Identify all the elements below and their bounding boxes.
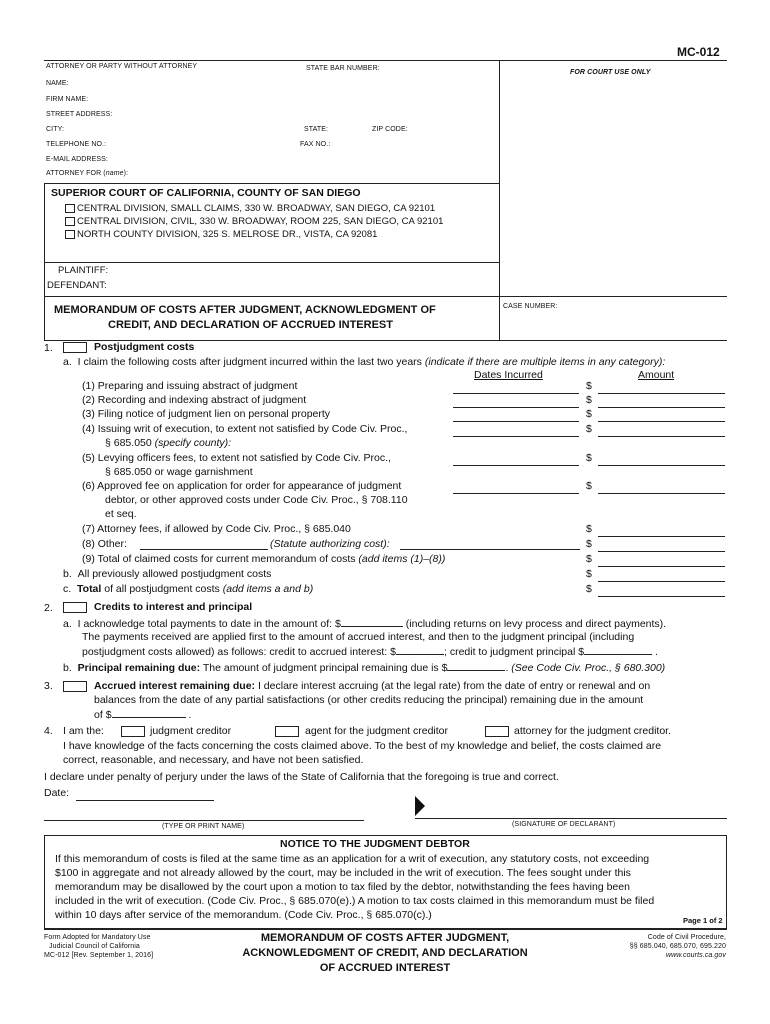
s2b-label: b. xyxy=(63,662,72,674)
state-label[interactable]: STATE: xyxy=(304,126,329,133)
date-field-5[interactable] xyxy=(453,465,579,466)
s2a-line2: The payments received are applied first to the amount of accrued interest, and then to the judgment principal (including xyxy=(82,631,635,643)
signature-label: (SIGNATURE OF DECLARANT) xyxy=(512,821,616,828)
s1c-text: of all postjudgment costs xyxy=(104,583,220,595)
attorney-for-name: name xyxy=(105,170,124,177)
amount-dollar-c: $ xyxy=(586,583,592,595)
court-box-bottom xyxy=(44,262,500,263)
left-border xyxy=(44,183,45,340)
item-8-other-field[interactable] xyxy=(140,549,268,550)
s2a-label: a. xyxy=(63,618,72,630)
footer-title-2: ACKNOWLEDGMENT OF CREDIT, AND DECLARATION xyxy=(242,947,528,959)
court-use-divider xyxy=(499,60,500,340)
s2a-text2: (including returns on levy process and direct payments). xyxy=(405,618,667,630)
date-field-2[interactable] xyxy=(453,407,579,408)
division-label-2: CENTRAL DIVISION, CIVIL, 330 W. BROADWAY, ROOM 225, SAN DIEGO, CA 92101 xyxy=(77,216,444,227)
case-number-label[interactable]: CASE NUMBER: xyxy=(503,303,558,310)
s2b-line: b. Principal remaining due: The amount of judgment principal remaining due is $ . (See Code Civ. Proc., § 680.300) xyxy=(63,662,666,674)
item-9-italic: (add items (1)–(8)) xyxy=(358,553,446,565)
amount-field-6[interactable] xyxy=(598,493,725,494)
s3-checkbox[interactable] xyxy=(63,681,87,692)
amount-field-1[interactable] xyxy=(598,393,725,394)
s2b-bold: Principal remaining due: xyxy=(77,662,201,674)
attorney-label-opt: attorney for the judgment creditor. xyxy=(514,725,672,737)
item-7: (7) Attorney fees, if allowed by Code Civ. Proc., § 685.040 xyxy=(82,523,351,535)
item-5b: § 685.050 or wage garnishment xyxy=(105,466,253,478)
s1c-line xyxy=(63,583,313,595)
item-9-text: (9) Total of claimed costs for current memorandum of costs xyxy=(82,553,356,565)
s2b-dollar: $ xyxy=(441,662,448,674)
footer-title-3: OF ACCRUED INTEREST xyxy=(319,962,451,974)
amount-field-b[interactable] xyxy=(598,581,725,582)
s1c-label: c. xyxy=(63,583,72,595)
item-8-statute: (Statute authorizing cost): xyxy=(270,538,390,550)
s2-number: 2. xyxy=(44,602,53,614)
fax-label[interactable]: FAX NO.: xyxy=(300,141,331,148)
s3-line1 xyxy=(94,680,650,692)
division-checkbox-3[interactable] xyxy=(65,230,75,239)
s1a-line xyxy=(63,356,665,368)
s1a-label: a. xyxy=(63,356,72,368)
telephone-label[interactable]: TELEPHONE NO.: xyxy=(46,141,107,148)
item-9 xyxy=(82,553,445,565)
signature-arrow-icon xyxy=(415,796,427,816)
amount-dollar-4: $ xyxy=(586,423,592,435)
division-checkbox-1[interactable] xyxy=(65,204,75,213)
judgment-creditor-label: judgment creditor xyxy=(150,725,232,737)
s2a-line1 xyxy=(63,617,666,630)
city-label[interactable]: CITY: xyxy=(46,126,65,133)
notice-line2: $100 in aggregate and not already allowed by the court, may be included in the writ of execution. The fees sought under this xyxy=(55,867,631,879)
name-label[interactable]: NAME: xyxy=(46,80,69,87)
division-checkbox-2[interactable] xyxy=(65,217,75,226)
item-8: (8) Other: xyxy=(82,538,127,550)
notice-line1: If this memorandum of costs is filed at the same time as an application for a writ of execution, any statutory costs, not exceeding xyxy=(55,853,650,865)
s2a-dollar-3: $ xyxy=(578,646,585,658)
amount-field-2[interactable] xyxy=(598,407,725,408)
division-label-1: CENTRAL DIVISION, SMALL CLAIMS, 330 W. BROADWAY, SAN DIEGO, CA 92101 xyxy=(77,203,436,214)
defendant-label[interactable]: DEFENDANT: xyxy=(47,280,107,291)
s3-line3: of $ . xyxy=(94,709,192,721)
s4-iam: I am the: xyxy=(63,725,104,737)
footer-right-2: §§ 685.040, 685.070, 695.220 xyxy=(629,943,726,950)
date-label: Date: xyxy=(44,787,70,799)
attorney-for-close: ): xyxy=(123,170,129,177)
page-number: Page 1 of 2 xyxy=(683,916,723,925)
s4-text1: I have knowledge of the facts concerning the costs claimed above. To the best of my knowledge and belief, the costs claimed are xyxy=(63,740,662,752)
s1a-italic: (indicate if there are multiple items in any category): xyxy=(424,356,666,368)
credit-principal-field[interactable] xyxy=(584,645,652,655)
s2a-line3a: postjudgment costs allowed) as follows: credit to accrued interest: xyxy=(82,646,388,658)
s3-number: 3. xyxy=(44,680,53,692)
agent-label: agent for the judgment creditor xyxy=(305,725,449,737)
notice-title: NOTICE TO THE JUDGMENT DEBTOR xyxy=(280,838,470,850)
footer-left-2: Judicial Council of California xyxy=(49,943,140,950)
division-label-3: NORTH COUNTY DIVISION, 325 S. MELROSE DR., VISTA, CA 92081 xyxy=(77,229,378,240)
zip-code-label[interactable]: ZIP CODE: xyxy=(372,126,408,133)
s2a-text1: I acknowledge total payments to date in the amount of: xyxy=(77,618,333,630)
s2b-italic: (See Code Civ. Proc., § 680.300) xyxy=(511,662,666,674)
principal-remaining-field[interactable] xyxy=(447,661,505,671)
date-field-1[interactable] xyxy=(453,393,579,394)
attorney-checkbox[interactable] xyxy=(485,726,509,737)
amount-field-c[interactable] xyxy=(598,596,725,597)
amount-field-8[interactable] xyxy=(598,551,725,552)
amount-dollar-5: $ xyxy=(586,452,592,464)
s1a-text: I claim the following costs after judgment incurred within the last two years xyxy=(77,356,422,368)
item-6c: et seq. xyxy=(105,508,137,520)
s1c-italic: (add items a and b) xyxy=(222,583,314,595)
s4-text2: correct, reasonable, and necessary, and have not been satisfied. xyxy=(63,754,364,766)
s1b-line xyxy=(63,568,271,580)
plaintiff-label[interactable]: PLAINTIFF: xyxy=(58,265,109,276)
email-label[interactable]: E-MAIL ADDRESS: xyxy=(46,156,108,163)
total-payments-field[interactable] xyxy=(341,617,403,627)
accrued-interest-field[interactable] xyxy=(112,708,186,718)
item-4b-italic: (specify county): xyxy=(154,437,232,449)
s2-checkbox[interactable] xyxy=(63,602,87,613)
amount-dollar-3: $ xyxy=(586,408,592,420)
judgment-creditor-checkbox[interactable] xyxy=(121,726,145,737)
header-top-rule xyxy=(44,60,727,61)
attorney-label: ATTORNEY OR PARTY WITHOUT ATTORNEY xyxy=(46,63,198,70)
s3-text1: I declare interest accruing (at the legal rate) from the date of entry or renewal and on xyxy=(257,680,651,692)
notice-line3: memorandum may be disallowed by the court upon a motion to tax filed by the debtor, notwithstanding the fees having been xyxy=(55,881,630,893)
s2a-dollar-2: $ xyxy=(390,646,396,658)
s1b-text: All previously allowed postjudgment costs xyxy=(77,568,272,580)
s3-line2: balances from the date of any partial satisfactions (or other credits reducing the principal) remaining due in the amount xyxy=(94,694,644,706)
court-use-label: FOR COURT USE ONLY xyxy=(570,69,651,76)
s3-dollar: $ xyxy=(105,709,112,721)
date-field-6[interactable] xyxy=(453,493,579,494)
s1c-bold: Total xyxy=(77,583,102,595)
amount-field-3[interactable] xyxy=(598,421,725,422)
footer-left-1: Form Adopted for Mandatory Use xyxy=(44,934,151,941)
attorney-for-label[interactable] xyxy=(46,170,128,177)
declaration: I declare under penalty of perjury under the laws of the State of California that the foregoing is true and correct. xyxy=(44,771,559,783)
amount-field-4[interactable] xyxy=(598,436,725,437)
amount-dollar-9: $ xyxy=(586,553,592,565)
form-title-line2: CREDIT, AND DECLARATION OF ACCRUED INTEREST xyxy=(108,319,393,331)
date-field-4[interactable] xyxy=(453,436,579,437)
footer-right-3[interactable]: www.courts.ca.gov xyxy=(665,952,726,959)
agent-checkbox[interactable] xyxy=(275,726,299,737)
item-8-statute-field[interactable] xyxy=(400,549,580,550)
date-field[interactable] xyxy=(76,800,214,801)
amount-dollar-6: $ xyxy=(586,480,592,492)
amount-dollar-1: $ xyxy=(586,380,592,392)
attorney-box-bottom xyxy=(44,183,500,184)
s2-heading: Credits to interest and principal xyxy=(94,601,253,613)
item-2: (2) Recording and indexing abstract of judgment xyxy=(82,394,307,406)
item-3: (3) Filing notice of judgment lien on personal property xyxy=(82,408,331,420)
item-4a: (4) Issuing writ of execution, to extent not satisfied by Code Civ. Proc., xyxy=(82,423,408,435)
s1-checkbox[interactable] xyxy=(63,342,87,353)
notice-line5: within 10 days after service of the memorandum. (Code Civ. Proc., § 685.070(c).) xyxy=(55,909,432,921)
item-1: (1) Preparing and issuing abstract of judgment xyxy=(82,380,298,392)
amount-dollar-2: $ xyxy=(586,394,592,406)
footer-right-1: Code of Civil Procedure, xyxy=(647,934,726,941)
type-name-label: (TYPE OR PRINT NAME) xyxy=(162,823,245,830)
credit-interest-field[interactable] xyxy=(396,645,444,655)
date-field-3[interactable] xyxy=(453,421,579,422)
s2a-line3b: ; credit to judgment principal xyxy=(444,646,576,658)
item-4b-text: § 685.050 xyxy=(105,437,152,449)
signature-field[interactable] xyxy=(415,818,727,819)
s2a-line3: postjudgment costs allowed) as follows: credit to accrued interest: $ ; credit to judgment principal $ . xyxy=(82,646,658,658)
form-id: MC-012 xyxy=(677,45,720,59)
form-title-line1: MEMORANDUM OF COSTS AFTER JUDGMENT, ACKNOWLEDGMENT OF xyxy=(54,304,436,316)
footer-title-1: MEMORANDUM OF COSTS AFTER JUDGMENT, xyxy=(260,932,510,944)
item-6a: (6) Approved fee on application for order for appearance of judgment xyxy=(82,480,402,492)
parties-box-bottom xyxy=(44,296,727,297)
amount-field-5[interactable] xyxy=(598,465,725,466)
item-4b xyxy=(105,437,231,449)
s3-bold: Accrued interest remaining due: xyxy=(94,680,256,692)
print-name-field[interactable] xyxy=(44,820,364,821)
attorney-for-open: ATTORNEY FOR ( xyxy=(46,170,106,177)
s2a-dollar: $ xyxy=(335,618,341,630)
footer-rule xyxy=(44,929,727,930)
street-address-label[interactable]: STREET ADDRESS: xyxy=(46,111,113,118)
s3-of: of xyxy=(94,709,103,721)
amount-dollar-7: $ xyxy=(586,523,592,535)
item-5a: (5) Levying officers fees, to extent not satisfied by Code Civ. Proc., xyxy=(82,452,391,464)
col-dates-incurred: Dates Incurred xyxy=(474,369,543,381)
s4-number: 4. xyxy=(44,725,53,737)
court-title: SUPERIOR COURT OF CALIFORNIA, COUNTY OF SAN DIEGO xyxy=(51,187,361,199)
s1-heading: Postjudgment costs xyxy=(94,341,195,353)
footer-left-3: MC-012 [Rev. September 1, 2016] xyxy=(44,952,154,959)
s2b-text: The amount of judgment principal remaining due is xyxy=(202,662,439,674)
state-bar-label: STATE BAR NUMBER: xyxy=(306,65,380,72)
col-amount: Amount xyxy=(638,369,675,381)
s1b-label: b. xyxy=(63,568,72,580)
amount-dollar-b: $ xyxy=(586,568,592,580)
amount-dollar-8: $ xyxy=(586,538,592,550)
amount-field-9[interactable] xyxy=(598,566,725,567)
firm-name-label[interactable]: FIRM NAME: xyxy=(46,96,89,103)
notice-line4: included in the writ of execution. (Code Civ. Proc., § 685.070(e).) A motion to tax costs claimed in this memorandum must be filed xyxy=(55,895,655,907)
amount-field-7[interactable] xyxy=(598,536,725,537)
s1-number: 1. xyxy=(44,342,53,354)
item-6b: debtor, or other approved costs under Code Civ. Proc., § 708.110 xyxy=(105,494,408,506)
